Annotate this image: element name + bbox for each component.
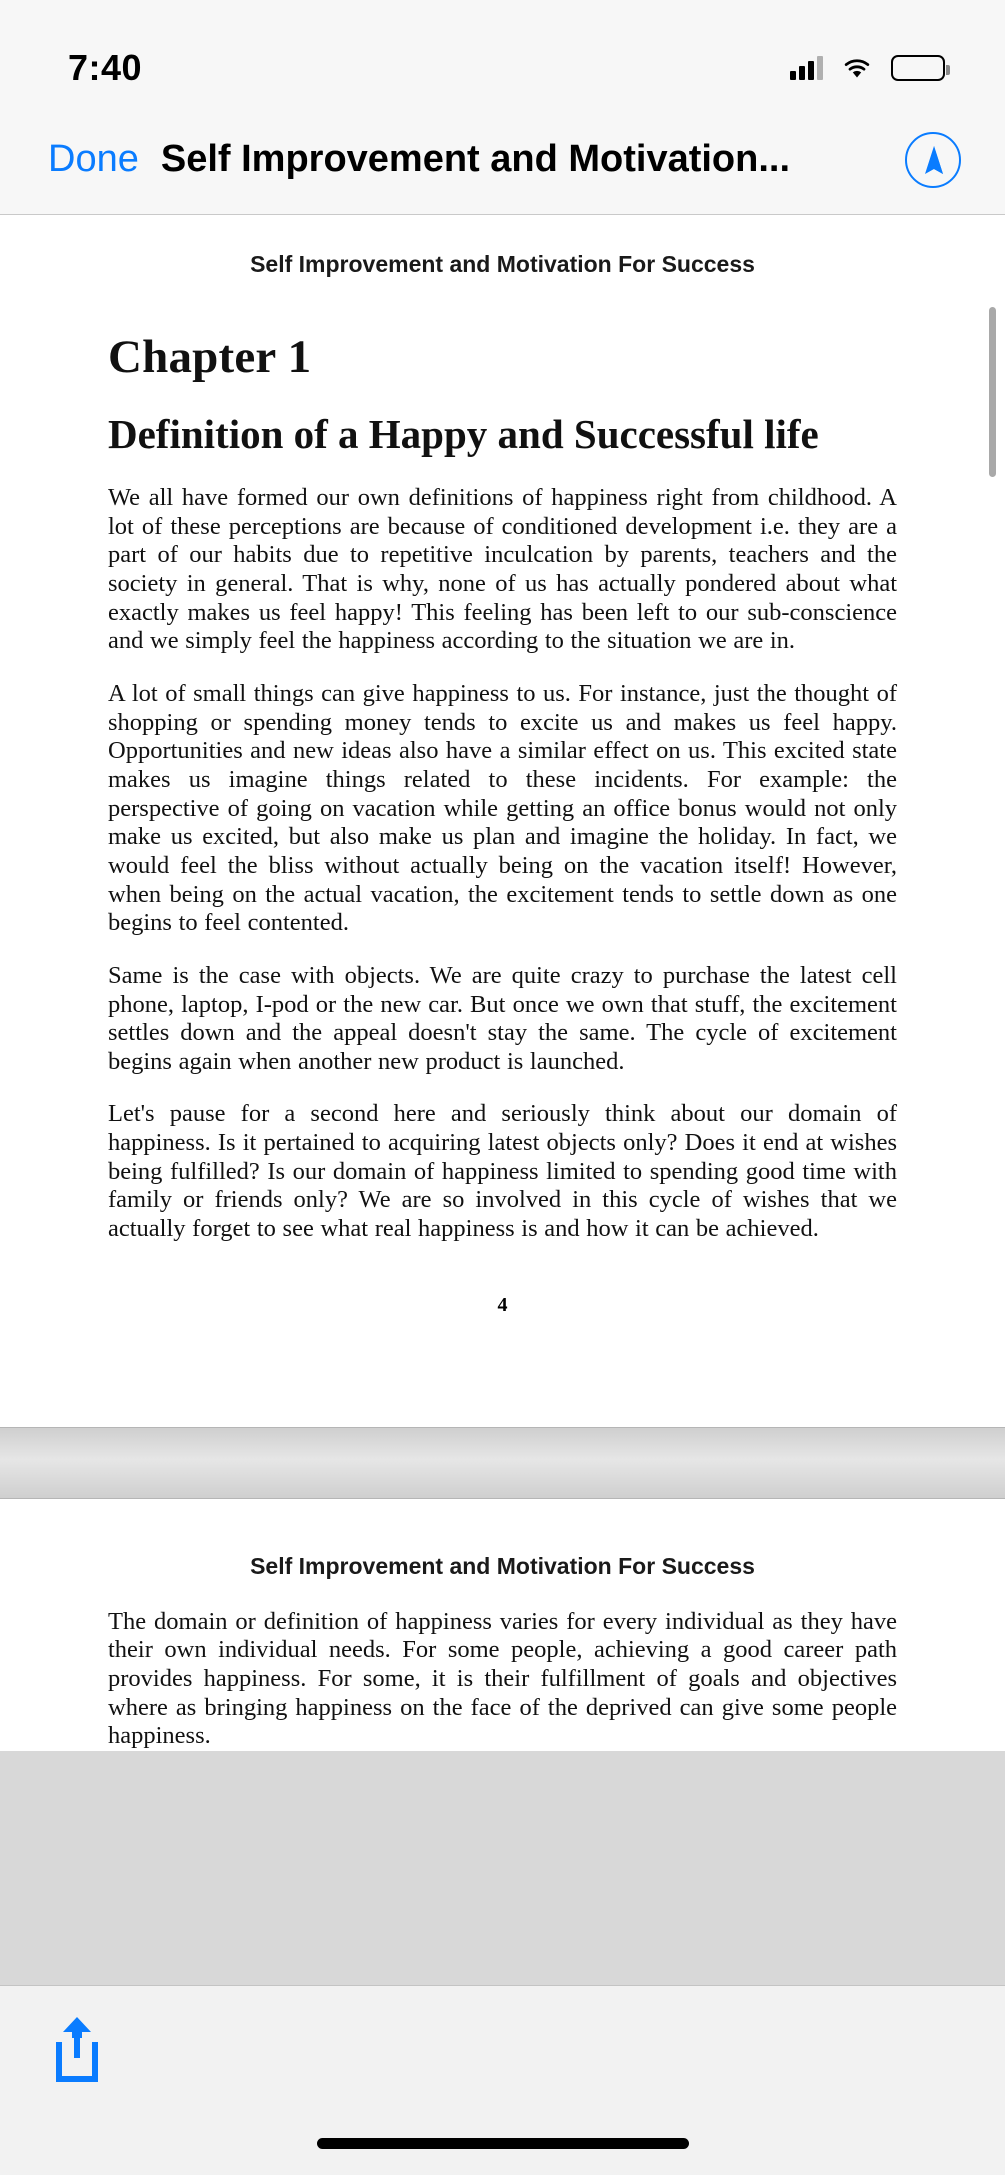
page-number: 4	[497, 1293, 508, 1316]
running-head: Self Improvement and Motivation For Success	[250, 1552, 755, 1579]
share-icon[interactable]	[44, 2012, 110, 2088]
chapter-title: Definition of a Happy and Successful life	[108, 411, 819, 457]
battery-icon	[891, 55, 945, 81]
body-paragraph: Let's pause for a second here and seriously think about our domain of happiness. Is it pertained to acquiring latest objects only? Does it end at wishes being fulfilled? Is our domain of happiness limited to spending good time with family or friends only? We are so involved in this cycle of wishes that we actually forget to see what real happiness is and how it can be achieved.	[108, 1100, 897, 1243]
chapter-number: Chapter 1	[108, 331, 312, 383]
body-paragraph: Same is the case with objects. We are quite crazy to purchase the latest cell phone, laptop, I-pod or the new car. But once we own that stuff, the excitement settles down and the appeal doesn't stay the same. The cycle of excitement begins again when another new product is launched.	[108, 961, 897, 1075]
page-body	[0, 330, 1005, 1244]
document-page-4	[0, 215, 1005, 1427]
markup-pen-icon[interactable]	[905, 132, 961, 188]
body-paragraph: We all have formed our own definitions of happiness right from childhood. A lot of these perceptions are because of conditioned development i.e. they are a part of our habits due to repetitive inculcation by parents, teachers and the society in general. That is why, none of us has actually pondered about what exactly makes us feel happy! This feeling has been left to our sub-conscience and we simply feel the happiness according to the situation we are in.	[108, 484, 897, 655]
wifi-icon	[841, 56, 873, 80]
running-head: Self Improvement and Motivation For Success	[250, 251, 755, 277]
home-indicator	[317, 2138, 689, 2149]
navigation-bar	[0, 105, 1005, 215]
cellular-signal-icon	[790, 56, 823, 80]
page-separator	[0, 1427, 1005, 1499]
body-paragraph: A lot of small things can give happiness to us. For instance, just the thought of shopping or spending money tends to excite us and makes us feel happy. Opportunities and new ideas also have a similar effect on us. This excited state makes us imagine things related to these incidents. For example: the perspective of going on vacation while getting an office bonus would not only make us excited, but also make us plan and imagine the holiday. In fact, we would feel the bliss without actually being on the vacation itself! However, when being on the actual vacation, the excitement tends to settle down as one begins to feel contented.	[108, 679, 897, 937]
body-paragraph: The domain or definition of happiness varies for every individual as they have their own individual needs. For some people, achieving a good career path provides happiness. For some, it is their fulfillment of goals and objectives where as bringing happiness on the face of the deprived can give some people happiness.	[108, 1607, 897, 1750]
document-scroll-area[interactable]	[0, 215, 1005, 2025]
document-page-5	[0, 1499, 1005, 1751]
status-indicators	[790, 55, 945, 81]
done-button[interactable]: Done	[48, 138, 139, 180]
page-title: Self Improvement and Motivation...	[160, 138, 791, 180]
status-bar	[0, 0, 1005, 105]
page-body	[0, 1580, 1005, 1751]
scrollbar-thumb[interactable]	[989, 307, 996, 477]
status-time: 7:40	[68, 46, 143, 88]
bottom-toolbar	[0, 1985, 1005, 2175]
